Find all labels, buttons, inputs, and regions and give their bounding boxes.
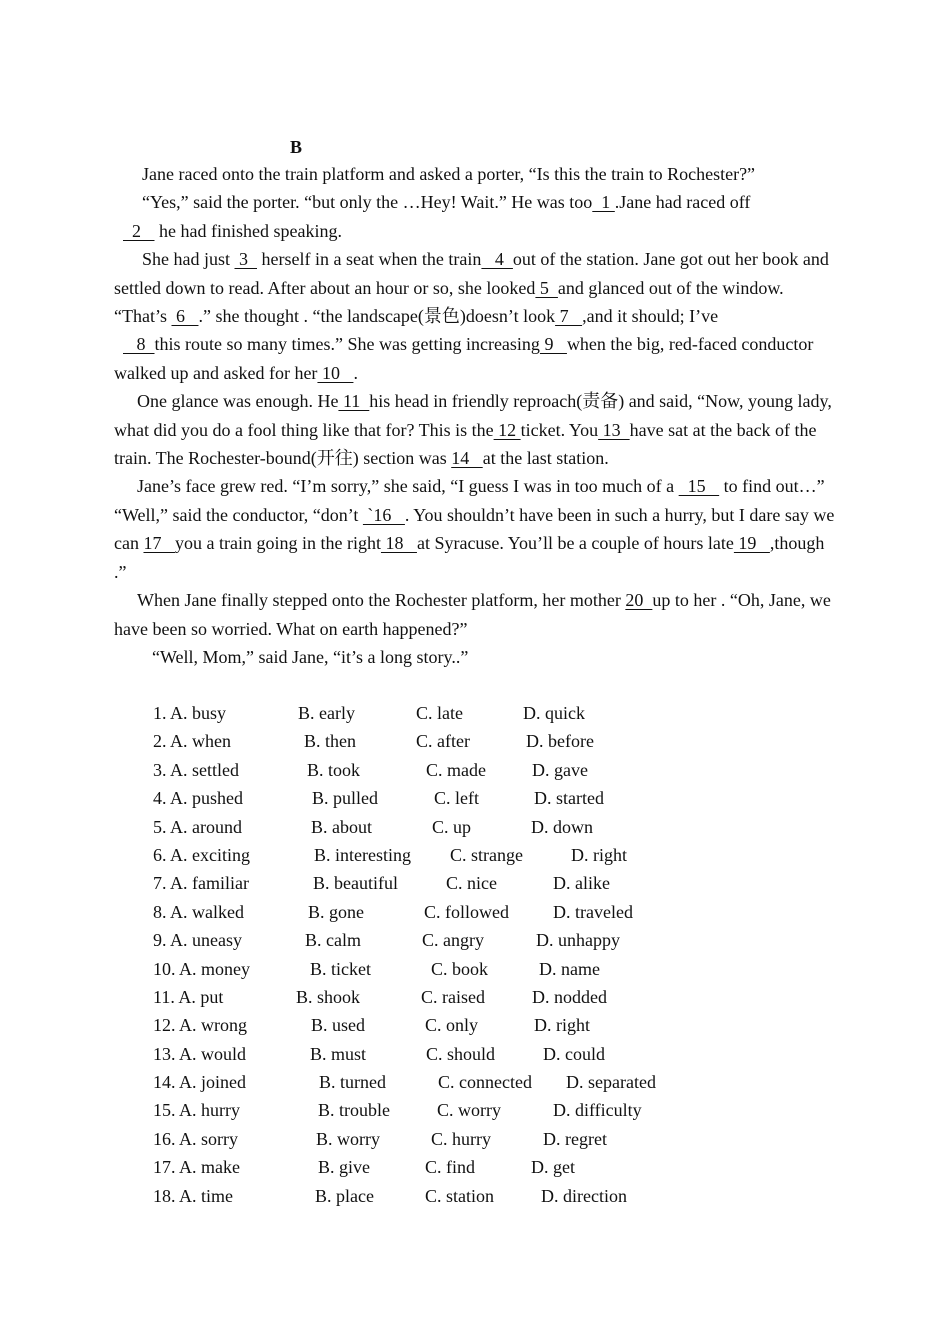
question-number: 10. (153, 958, 176, 979)
option-row (153, 898, 803, 926)
option-a: A. money (179, 958, 251, 979)
option-c: C. followed (424, 901, 509, 922)
option-row (153, 1096, 803, 1124)
option-row (153, 926, 803, 954)
option-b: B. early (298, 703, 355, 723)
passage-text: ,and it should; I’ve (582, 306, 719, 327)
option-b: B. trouble (318, 1100, 390, 1121)
option-a-group (153, 926, 242, 954)
option-c: C. strange (450, 844, 523, 865)
blank-17: 17 (143, 533, 175, 554)
option-a-group (153, 1040, 246, 1068)
passage-text: his head in friendly reproach(责备) and said, “Now, young lady, what did you do a fool thing like that for? This is the (114, 391, 832, 440)
passage-text: herself in a seat when the train (257, 249, 482, 270)
question-number: 3. (153, 759, 167, 780)
section-title: B (290, 137, 303, 157)
passage (114, 160, 840, 671)
option-d: D. alike (553, 873, 610, 894)
option-c: C. worry (437, 1100, 501, 1121)
option-b: B. must (310, 1043, 367, 1064)
passage-text: this route so many times.” She was getting increasing (154, 334, 540, 355)
option-c: C. after (416, 731, 470, 752)
option-c: C. raised (421, 986, 485, 1007)
option-b: B. used (311, 1015, 365, 1036)
option-a-group (153, 1153, 240, 1181)
passage-text: when the big, red-faced conductor walked up and asked for her (114, 334, 814, 383)
option-c: C. up (432, 816, 472, 837)
blank-13: 13 (598, 419, 630, 440)
blank-8: 8 (123, 334, 155, 355)
paragraph-2 (114, 188, 804, 245)
question-number: 4. (153, 788, 167, 809)
passage-text: he had finished speaking. (154, 220, 342, 241)
option-a: A. joined (179, 1072, 247, 1093)
option-d: D. gave (532, 759, 588, 780)
option-b: B. pulled (312, 788, 378, 809)
option-a: A. hurry (179, 1100, 241, 1121)
option-row (153, 1182, 803, 1210)
passage-text: She had just (142, 249, 235, 270)
option-d: D. quick (523, 703, 585, 723)
option-c: C. late (416, 703, 463, 723)
option-d: D. started (534, 788, 604, 809)
option-d: D. traveled (553, 901, 633, 922)
blank-14: 14 (451, 448, 483, 469)
option-d: D. difficulty (553, 1100, 642, 1121)
blank-5: 5 (535, 277, 558, 298)
blank-16: `16 (362, 504, 405, 525)
question-number: 15. (153, 1100, 176, 1121)
passage-text: ticket. You (520, 419, 599, 440)
option-c: C. only (425, 1015, 479, 1036)
option-d: D. down (531, 816, 593, 837)
option-a: A. sorry (179, 1128, 239, 1149)
option-b: B. place (315, 1185, 374, 1206)
option-a: A. busy (170, 703, 227, 723)
option-c: C. station (425, 1185, 495, 1206)
option-a: A. when (170, 731, 232, 752)
blank-3: 3 (234, 249, 257, 270)
option-d: D. could (543, 1043, 605, 1064)
option-row (153, 813, 803, 841)
blank-18: 18 (380, 533, 417, 554)
option-c: C. left (434, 788, 479, 809)
paragraph-6 (114, 472, 840, 586)
question-number: 18. (153, 1185, 176, 1206)
option-a-group (153, 1125, 238, 1153)
question-number: 12. (153, 1015, 176, 1036)
option-b: B. beautiful (313, 873, 398, 894)
option-row (153, 1011, 803, 1039)
option-row (153, 1125, 803, 1153)
option-row (153, 1153, 803, 1181)
option-d: D. get (531, 1157, 575, 1178)
blank-4: 4 (481, 249, 513, 270)
passage-text: When Jane finally stepped onto the Rochester platform, her mother (137, 590, 626, 611)
option-a-group (153, 1096, 240, 1124)
option-d: D. direction (541, 1185, 627, 1206)
option-a: A. uneasy (170, 930, 242, 951)
question-number: 14. (153, 1072, 176, 1093)
option-row (153, 756, 803, 784)
option-c: C. should (426, 1043, 496, 1064)
option-a: A. put (178, 986, 224, 1007)
question-number: 16. (153, 1128, 176, 1149)
passage-text: have sat at the back of the train. The Rochester-bound(开往) section was (114, 419, 817, 469)
option-row (153, 841, 803, 869)
question-number: 5. (153, 816, 167, 837)
question-number: 17. (153, 1157, 176, 1178)
option-b: B. ticket (310, 958, 371, 979)
option-row (153, 869, 803, 897)
question-number: 8. (153, 901, 167, 922)
passage-text: “Yes,” said the porter. “but only the …Hey! Wait.” He was too (142, 192, 593, 213)
passage-text: and glanced out of the window. “That’s (114, 277, 784, 327)
option-d: D. regret (543, 1128, 607, 1149)
option-d: D. right (534, 1015, 590, 1036)
passage-text: out of the station. Jane got out her book and settled down to read. After about an hour or so, she looked (114, 249, 829, 298)
blank-6: 6 (171, 306, 199, 327)
paragraph-7 (114, 586, 840, 643)
question-number: 6. (153, 844, 167, 865)
option-c: C. connected (438, 1072, 532, 1093)
option-a: A. make (179, 1157, 240, 1178)
passage-text: .” she thought . “the landscape(景色)doesn’t look (198, 306, 556, 327)
option-row (153, 727, 803, 755)
blank-9: 9 (539, 334, 567, 355)
question-number: 13. (153, 1043, 176, 1064)
option-b: B. interesting (314, 844, 411, 865)
option-d: D. unhappy (536, 930, 620, 951)
answer-options (153, 699, 803, 1210)
option-a: A. pushed (170, 788, 244, 809)
passage-text: ,though .” (114, 533, 825, 582)
option-b: B. then (304, 731, 356, 752)
option-row (153, 784, 803, 812)
option-a: A. would (179, 1043, 247, 1064)
option-a: A. wrong (179, 1015, 248, 1036)
passage-text: at the last station. (482, 448, 609, 469)
passage-text: you a train going in the right (174, 533, 381, 554)
option-d: D. nodded (532, 986, 607, 1007)
blank-15: 15 (678, 476, 720, 497)
blank-12: 12 (493, 419, 521, 440)
passage-text: “Well, Mom,” said Jane, “it’s a long story..” (152, 646, 469, 667)
option-d: D. name (539, 958, 600, 979)
option-d: D. right (571, 844, 627, 865)
paragraph-1 (114, 160, 840, 188)
option-a-group (153, 699, 226, 727)
blank-19: 19 (733, 533, 770, 554)
paragraph-3 (114, 245, 840, 330)
option-a-group (153, 756, 239, 784)
option-a-group (153, 898, 244, 926)
question-number: 7. (153, 873, 167, 894)
option-a-group (153, 1182, 233, 1210)
question-number: 2. (153, 731, 167, 752)
option-b: B. shook (296, 986, 361, 1007)
option-b: B. gone (308, 901, 364, 922)
blank-7: 7 (555, 306, 583, 327)
option-b: B. took (307, 759, 361, 780)
option-a-group (153, 1068, 246, 1096)
option-a: A. around (170, 816, 242, 837)
blank-2: 2 (123, 220, 155, 241)
option-c: C. hurry (431, 1128, 491, 1149)
option-a: A. familiar (170, 873, 249, 894)
option-a-group (153, 955, 250, 983)
question-number: 1. (153, 703, 167, 723)
option-c: C. find (425, 1157, 476, 1178)
option-c: C. angry (422, 930, 484, 951)
option-a: A. settled (170, 759, 240, 780)
option-d: D. separated (566, 1072, 656, 1093)
option-a: A. exciting (170, 844, 250, 865)
option-d: D. before (526, 731, 594, 752)
option-a-group (153, 841, 250, 869)
question-number: 11. (153, 986, 175, 1007)
option-a-group (153, 813, 242, 841)
passage-text: .Jane had raced off (614, 192, 751, 213)
paragraph-4 (114, 330, 840, 387)
blank-1: 1 (592, 192, 615, 213)
passage-text: . (353, 362, 358, 383)
option-b: B. turned (319, 1072, 386, 1093)
passage-text: One glance was enough. He (137, 391, 339, 412)
option-c: C. nice (446, 873, 497, 894)
option-row (153, 699, 803, 727)
option-a-group (153, 727, 231, 755)
option-c: C. book (431, 958, 489, 979)
blank-11: 11 (338, 391, 370, 412)
passage-text: up to her . “Oh, Jane, we have been so worried. What on earth happened?” (114, 590, 831, 639)
passage-text: at Syracuse. You’ll be a couple of hours late (416, 533, 734, 554)
option-a-group (153, 784, 243, 812)
option-a-group (153, 983, 223, 1011)
passage-text: Jane’s face grew red. “I’m sorry,” she said, “I guess I was in too much of a (137, 476, 679, 497)
blank-20: 20 (625, 590, 653, 611)
passage-text: Jane raced onto the train platform and asked a porter, “Is this the train to Rochester?” (142, 164, 756, 184)
option-b: B. worry (316, 1128, 380, 1149)
option-row (153, 1068, 803, 1096)
option-row (153, 1040, 803, 1068)
option-a: A. time (179, 1185, 234, 1206)
question-number: 9. (153, 930, 167, 951)
option-a: A. walked (170, 901, 244, 922)
paragraph-5 (114, 387, 840, 472)
option-row (153, 955, 803, 983)
blank-10: 10 (317, 362, 354, 383)
passage-text: . You shouldn’t have been in such a hurry, but I dare say we can (114, 504, 835, 554)
paragraph-8 (114, 643, 840, 671)
option-b: B. give (318, 1157, 370, 1178)
option-c: C. made (426, 759, 486, 780)
option-a-group (153, 1011, 247, 1039)
passage-text: to find out…” “Well,” said the conductor, “don’t (114, 476, 825, 525)
option-b: B. calm (305, 930, 361, 951)
option-row (153, 983, 803, 1011)
option-a-group (153, 869, 249, 897)
option-b: B. about (311, 816, 372, 837)
